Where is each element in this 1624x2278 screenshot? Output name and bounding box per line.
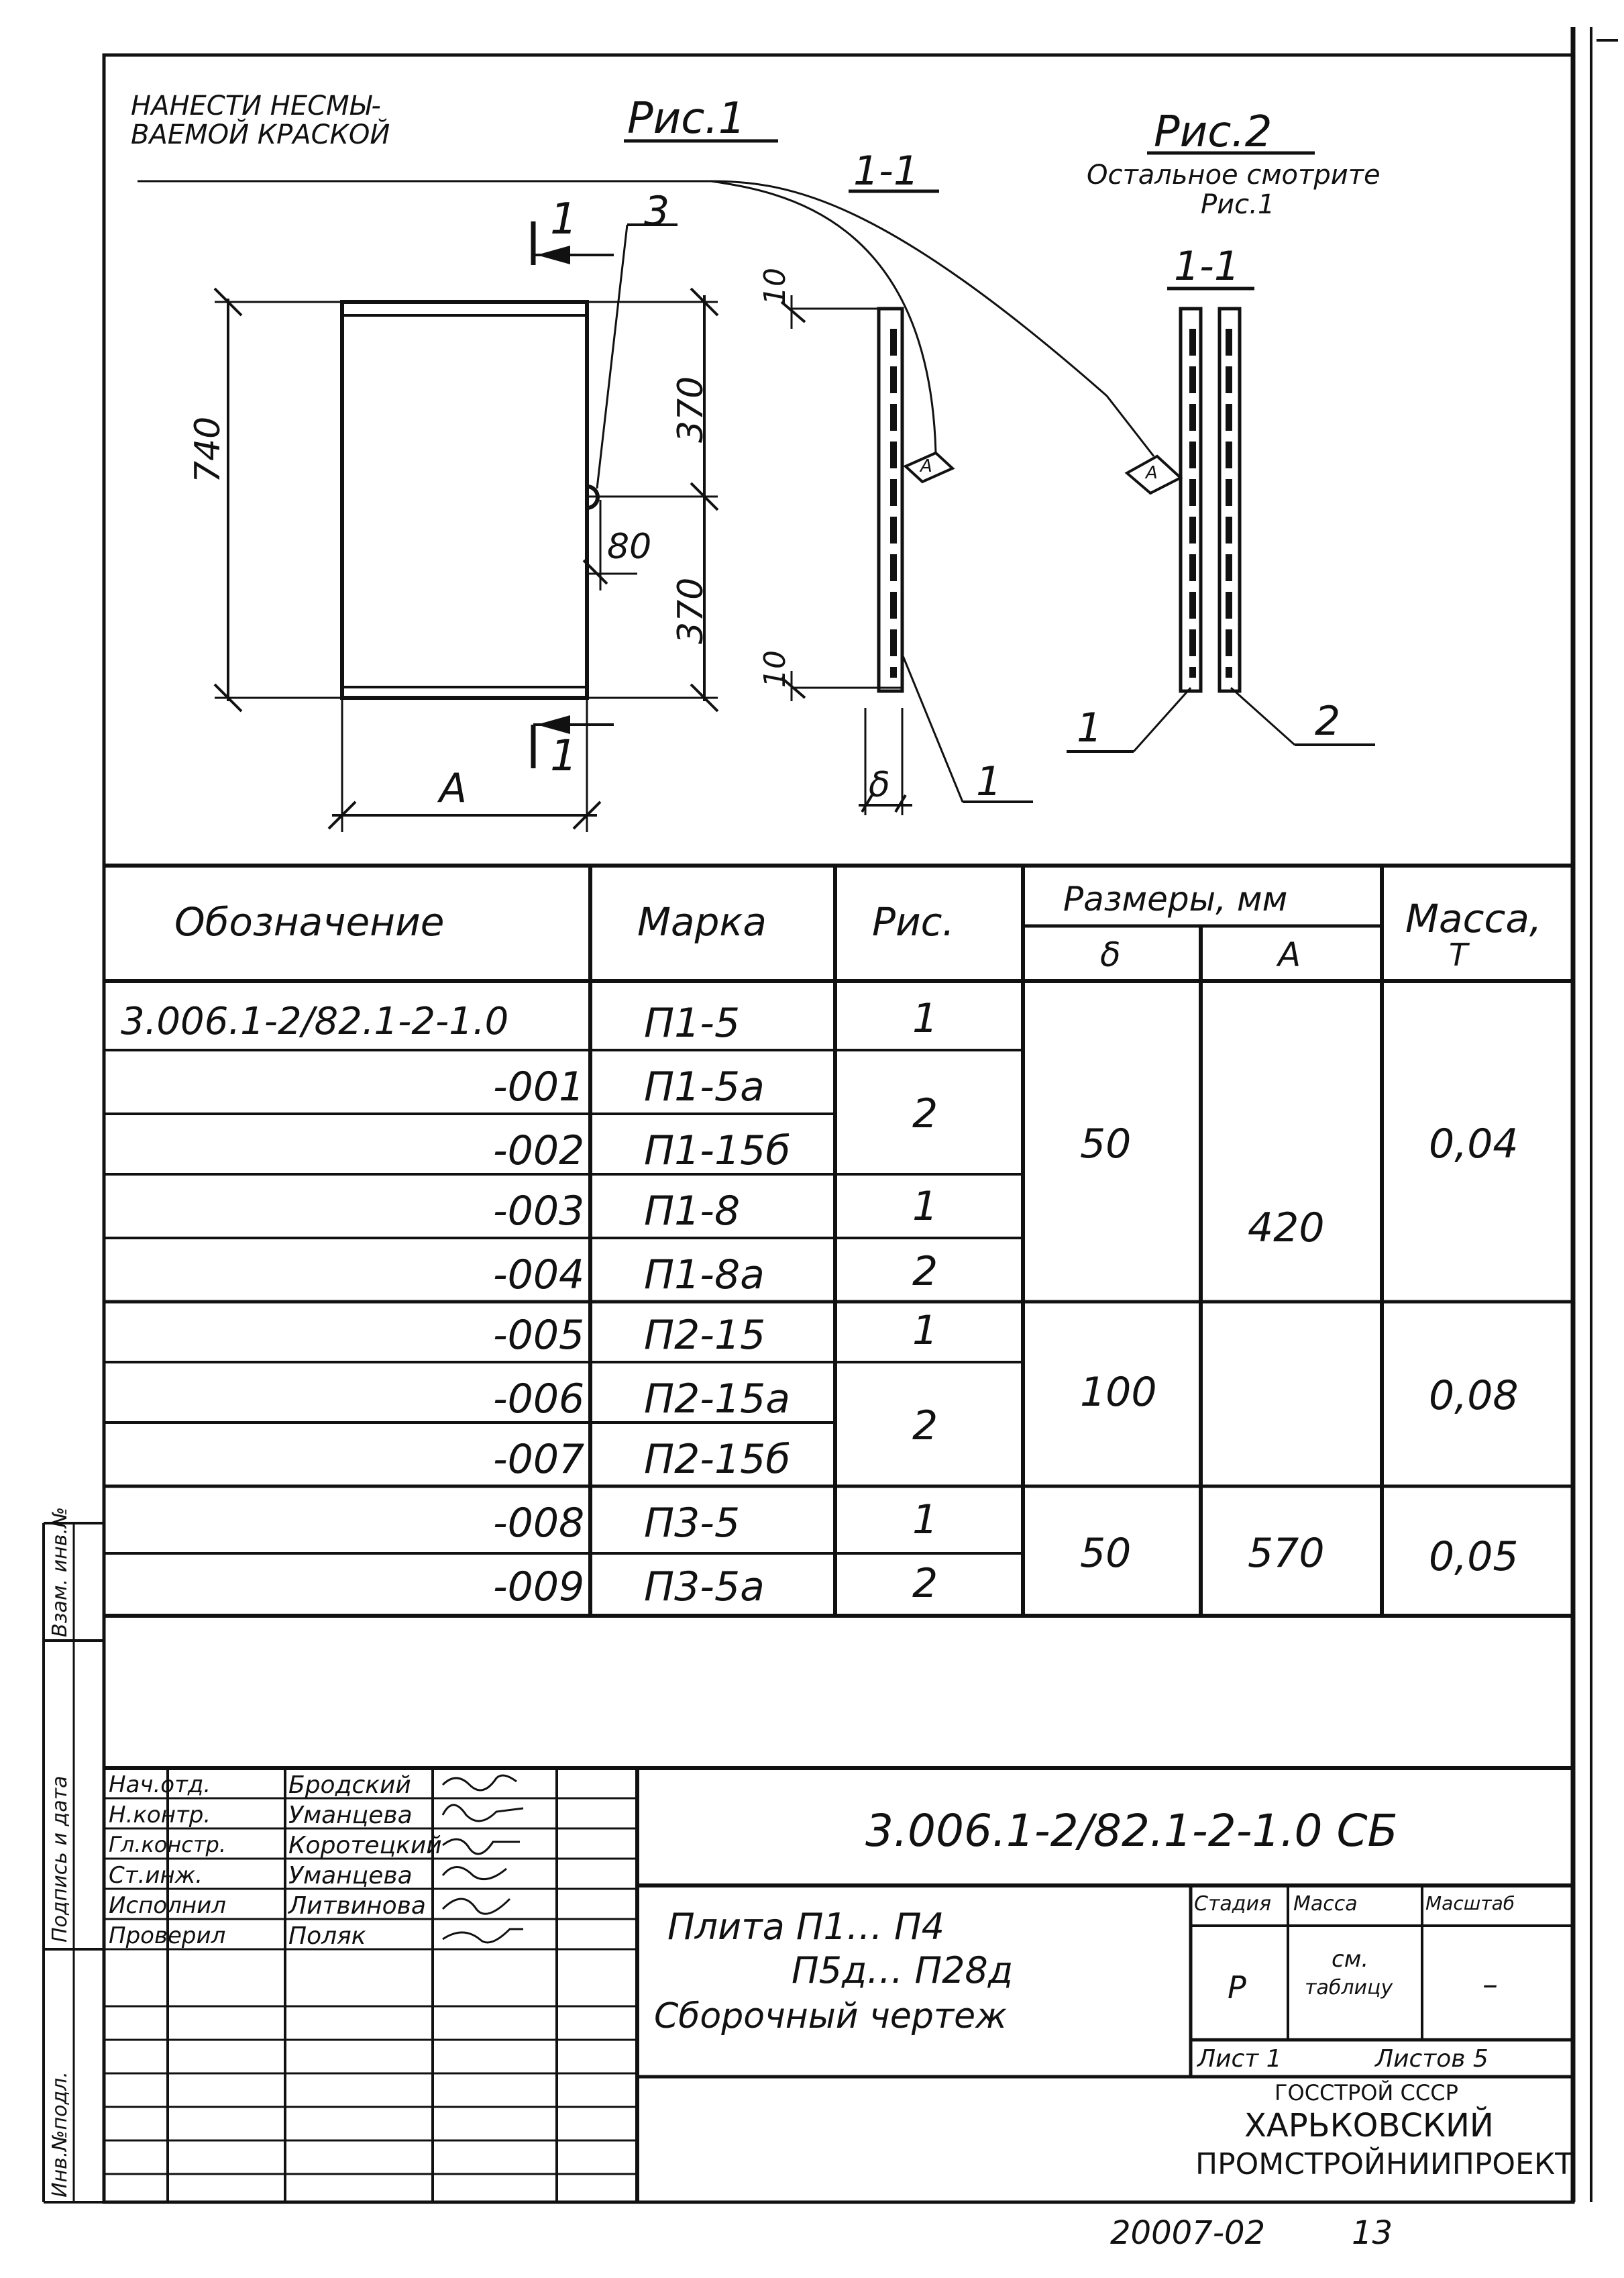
- plate-front-view: [342, 302, 587, 698]
- stage-value: Р: [1228, 1969, 1246, 2006]
- paint-note-line1: НАНЕСТИ НЕСМЫ-: [131, 91, 381, 121]
- row-fig: 2: [912, 1560, 938, 1607]
- header-dimensions: Размеры, мм: [1063, 880, 1288, 919]
- section-leader-1: 1: [976, 758, 1002, 805]
- row-mark: П1-5: [644, 1000, 741, 1047]
- side-vzam: Взам. инв.№: [48, 1506, 72, 1637]
- stage-label: Стадия: [1194, 1892, 1272, 1916]
- role-label: Ст.инж.: [109, 1862, 203, 1889]
- dim-a-width: А: [439, 765, 468, 812]
- row-mark: П1-15б: [644, 1127, 791, 1174]
- row-designation: -003: [493, 1188, 585, 1235]
- doc-name-line2: П5д… П28д: [792, 1949, 1014, 1991]
- row-mark: П1-5а: [644, 1064, 765, 1110]
- row-designation: -004: [493, 1251, 585, 1298]
- fig2-title: Рис.2: [1154, 107, 1273, 157]
- role-label: Проверил: [109, 1922, 226, 1949]
- page-number: 13: [1352, 2214, 1393, 2252]
- row-mark: П1-8: [644, 1188, 741, 1235]
- role-label: Гл.констр.: [109, 1832, 226, 1857]
- signatory-name: Уманцева: [288, 1802, 413, 1829]
- dim-740: 740: [188, 416, 228, 483]
- header-mass-unit: Т: [1449, 937, 1468, 973]
- section-weld-mark: А: [920, 456, 932, 476]
- section-mark-bottom: 1: [550, 731, 578, 781]
- fig1-title: Рис.1: [627, 94, 746, 144]
- a-group1: 420: [1248, 1204, 1325, 1251]
- signatory-name: Бродский: [288, 1771, 411, 1799]
- dim-80: 80: [607, 527, 652, 567]
- org-line1: ГОССТРОЙ СССР: [1275, 2080, 1458, 2106]
- row-designation: -007: [493, 1436, 585, 1483]
- delta-group1: 50: [1080, 1121, 1132, 1168]
- signatory-name: Уманцева: [288, 1862, 413, 1889]
- row-designation: 3.006.1-2/82.1-2-1.0: [121, 1000, 509, 1043]
- paint-note-line2: ВАЕМОЙ КРАСКОЙ: [131, 119, 390, 150]
- section-mark-top: 1: [550, 195, 578, 244]
- leader-3-label: 3: [644, 188, 670, 235]
- header-mark: Марка: [637, 899, 767, 945]
- section-1-1-title: 1-1: [853, 148, 919, 195]
- sheet-total: Листов 5: [1375, 2045, 1488, 2073]
- row-fig: 1: [912, 1183, 938, 1230]
- a-group2: 570: [1248, 1530, 1325, 1577]
- signatory-name: Коротецкий: [288, 1832, 442, 1859]
- sheet-number: Лист 1: [1197, 2045, 1282, 2073]
- mass-group2: 0,08: [1429, 1372, 1519, 1419]
- dim-370-bottom: 370: [671, 577, 711, 644]
- header-mass: Масса,: [1405, 896, 1542, 941]
- fig2-weld-mark: А: [1146, 463, 1158, 483]
- scale-label: Масштаб: [1425, 1892, 1515, 1914]
- row-fig: 1: [912, 995, 938, 1042]
- header-designation: Обозначение: [174, 899, 445, 945]
- row-mark: П2-15: [644, 1312, 766, 1359]
- dim-370-top: 370: [671, 376, 711, 443]
- fig-merged-001-002: 2: [912, 1090, 938, 1137]
- dim-10-bottom: 10: [758, 650, 792, 688]
- row-mark: П3-5а: [644, 1563, 765, 1610]
- signatory-name: Литвинова: [288, 1892, 426, 1920]
- row-designation: -008: [493, 1500, 585, 1547]
- row-designation: -006: [493, 1376, 585, 1422]
- mass-label: Масса: [1293, 1892, 1358, 1916]
- fig2-leader-2: 2: [1315, 698, 1341, 745]
- row-designation: -009: [493, 1563, 585, 1610]
- row-designation: -002: [493, 1127, 585, 1174]
- fig-merged-006-007: 2: [912, 1402, 938, 1449]
- mass-group3: 0,05: [1429, 1533, 1519, 1580]
- doc-code: 3.006.1-2/82.1-2-1.0 СБ: [865, 1805, 1398, 1857]
- header-delta: δ: [1100, 935, 1121, 974]
- delta-group3: 50: [1080, 1530, 1132, 1577]
- row-fig: 1: [912, 1307, 938, 1354]
- row-designation: -001: [493, 1064, 585, 1110]
- org-line2: ХАРЬКОВСКИЙ: [1244, 2107, 1494, 2144]
- role-label: Нач.отд.: [109, 1771, 211, 1798]
- row-fig: 2: [912, 1248, 938, 1295]
- row-fig: 1: [912, 1496, 938, 1543]
- org-line3: ПРОМСТРОЙНИИПРОЕКТ: [1195, 2147, 1573, 2181]
- dim-delta: δ: [869, 765, 890, 805]
- delta-group2: 100: [1080, 1369, 1157, 1416]
- mass-value-line2: таблицу: [1305, 1976, 1393, 2000]
- signatory-name: Поляк: [288, 1922, 366, 1950]
- row-designation: -005: [493, 1312, 585, 1359]
- side-podpis: Подпись и дата: [48, 1775, 72, 1943]
- mass-value-line1: см.: [1332, 1946, 1369, 1973]
- header-a: А: [1278, 935, 1301, 974]
- dim-10-top: 10: [758, 268, 792, 305]
- mass-group1: 0,04: [1429, 1121, 1519, 1168]
- role-label: Исполнил: [109, 1892, 226, 1919]
- row-mark: П3-5: [644, 1500, 741, 1547]
- fig2-note-line1: Остальное смотрите: [1087, 160, 1381, 191]
- role-label: Н.контр.: [109, 1802, 211, 1828]
- fig2-leader-1: 1: [1077, 705, 1103, 752]
- doc-name-line1: Плита П1… П4: [667, 1906, 945, 1948]
- row-mark: П2-15б: [644, 1436, 791, 1483]
- fig2-note-line2: Рис.1: [1201, 189, 1275, 220]
- header-fig: Рис.: [872, 899, 955, 945]
- archive-number: 20007-02: [1110, 2214, 1266, 2252]
- scale-value: –: [1482, 1966, 1498, 2002]
- row-mark: П1-8а: [644, 1251, 765, 1298]
- side-inv-podl: Инв.№подл.: [48, 2071, 72, 2197]
- row-mark: П2-15а: [644, 1376, 791, 1422]
- fig2-section-title: 1-1: [1174, 243, 1240, 290]
- doc-name-line3: Сборочный чертеж: [654, 1996, 1007, 2036]
